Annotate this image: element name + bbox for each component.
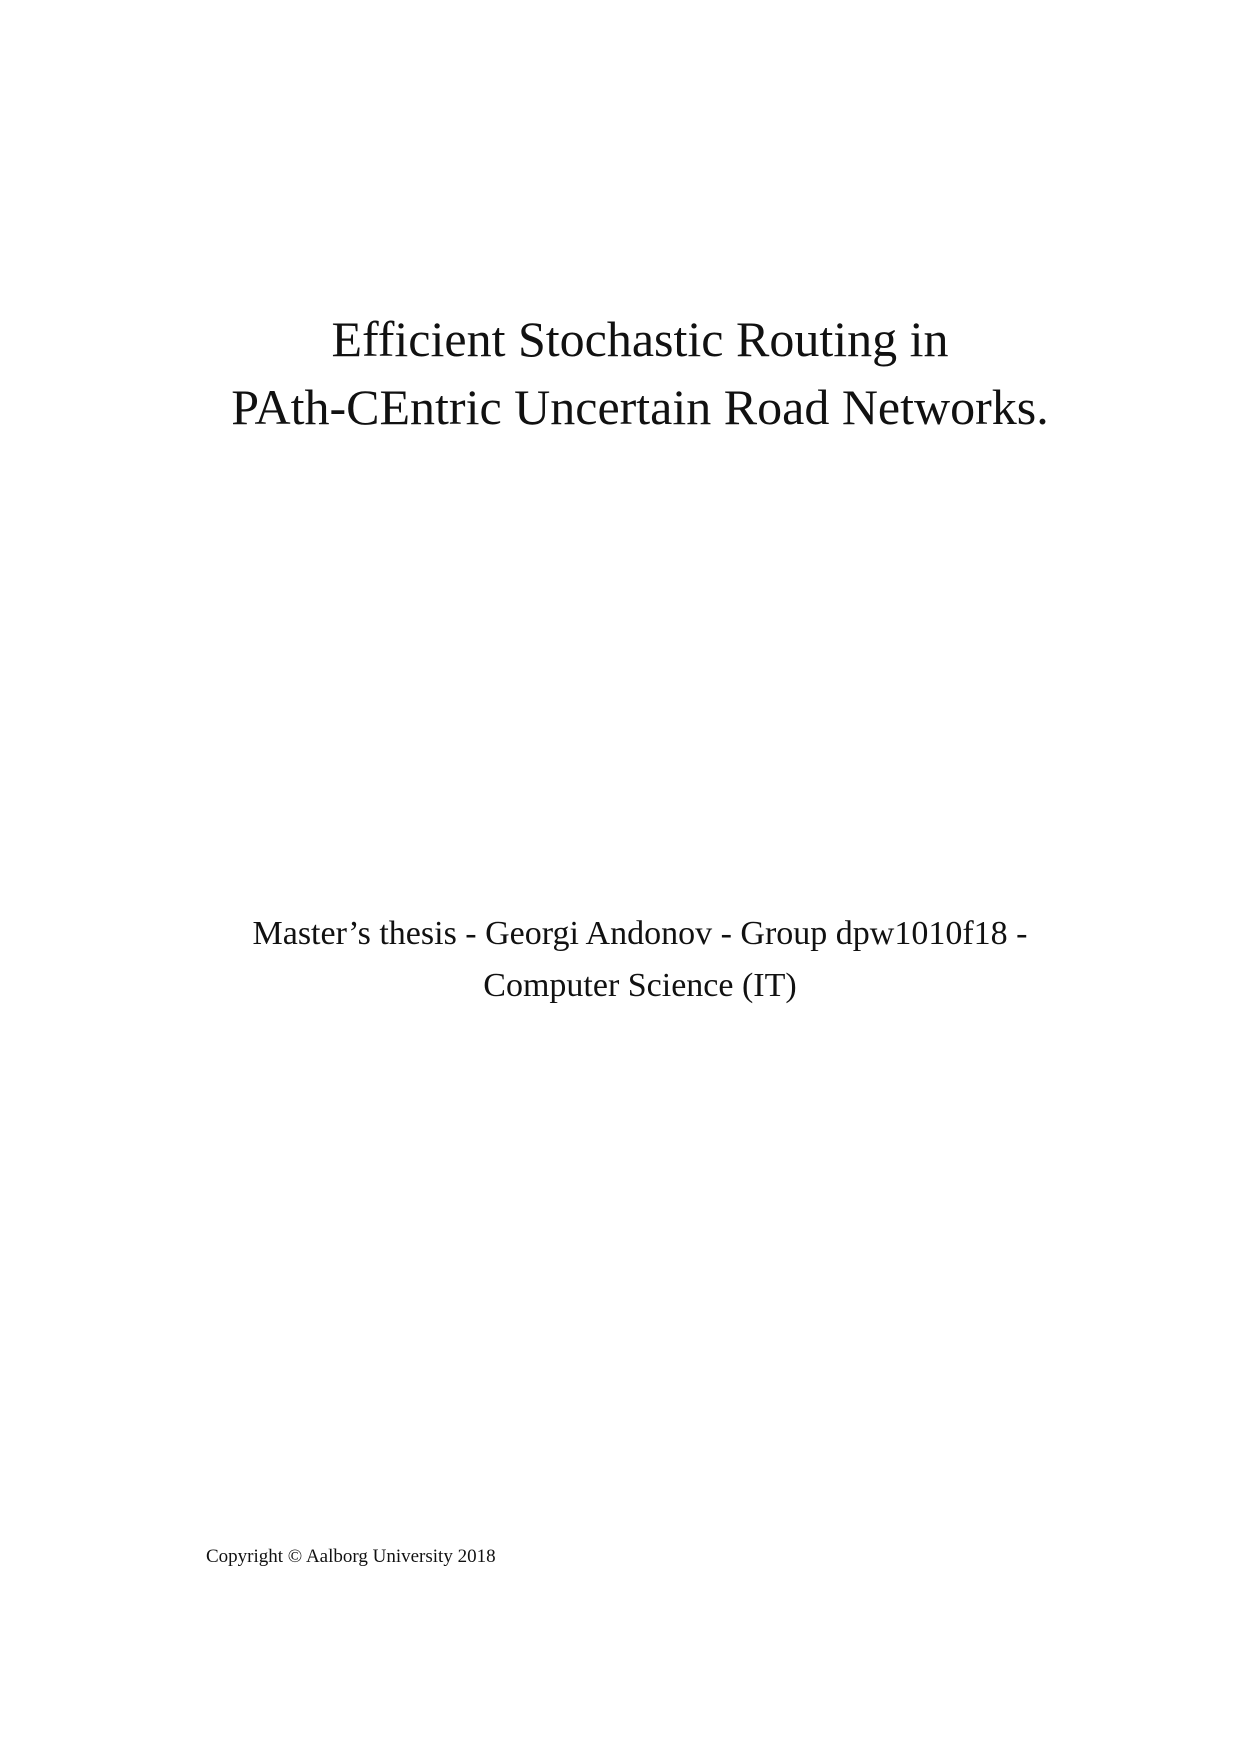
thesis-subtitle: [0, 908, 1241, 1012]
copyright-notice: Copyright © Aalborg University 2018: [206, 1546, 496, 1567]
thesis-subtitle-line-2: Computer Science (IT): [483, 967, 797, 1004]
thesis-title: [0, 305, 1241, 441]
thesis-title-line-2: PAth-CEntric Uncertain Road Networks.: [231, 379, 1049, 435]
thesis-title-line-1: Efficient Stochastic Routing in: [331, 311, 949, 367]
thesis-subtitle-line-1: Master’s thesis - Georgi Andonov - Group dpw1010f18 -: [252, 915, 1028, 952]
